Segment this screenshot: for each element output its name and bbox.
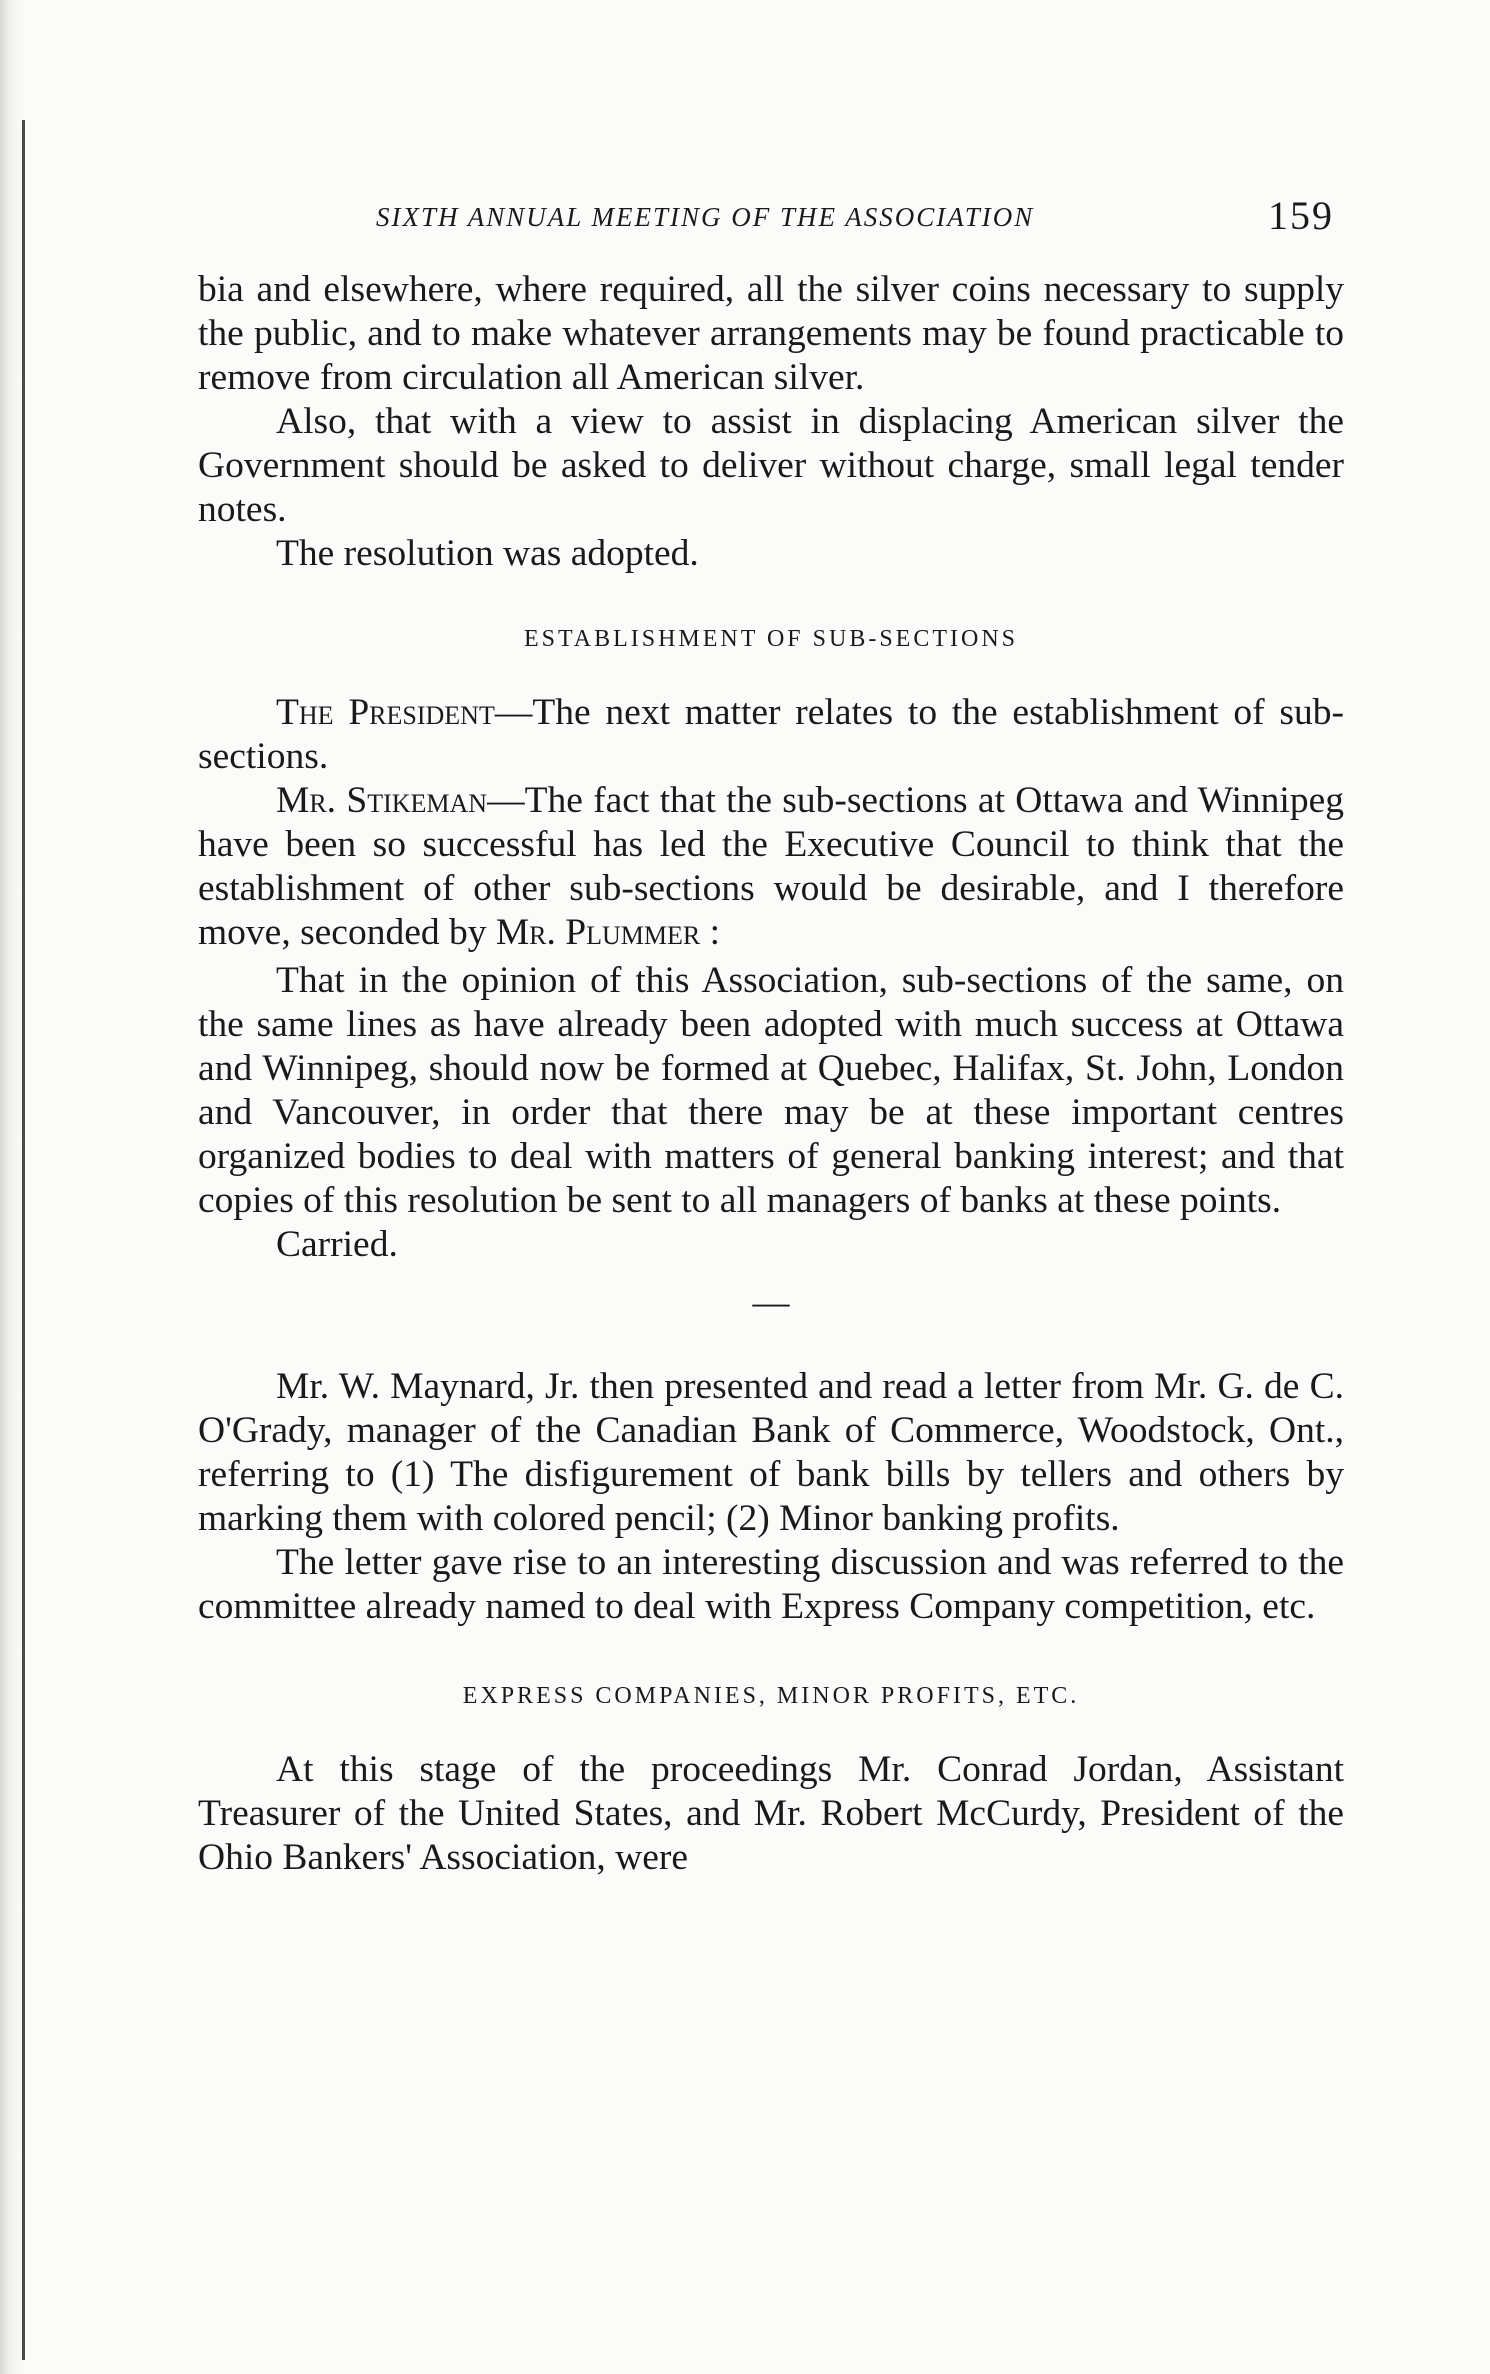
binding-line <box>22 120 25 2360</box>
speaker-stikeman: Mr. Stikeman <box>276 780 488 821</box>
stikeman-remark: —The fact that the sub-sections at Ottawa and Winnipeg have been so successful has led the Executive Council to think that the establishment of other sub-sections would be desirable, and I therefore move, seconded by <box>198 780 1344 953</box>
paragraph-carried: Carried. <box>276 1224 398 1265</box>
paragraph-legal-tender: Also, that with a view to assist in displacing American silver the Government should be asked to deliver without charge, small legal tender notes. <box>198 401 1344 530</box>
paragraph-president <box>198 691 1344 779</box>
paragraph-maynard-letter: Mr. W. Maynard, Jr. then presented and read a letter from Mr. G. de C. O'Grady, manager of the Canadian Bank of Commerce, Woodstock, Ont., referring to (1) The disfigurement of bank bills by tellers and others by marking them with colored pencil; (2) Minor banking profits. <box>198 1366 1344 1539</box>
stikeman-remark-end: : <box>700 912 721 953</box>
book-page <box>198 190 1344 1880</box>
paragraph-stikeman <box>198 779 1344 955</box>
page-number: 159 <box>1268 193 1334 238</box>
binding-edge <box>0 0 34 2374</box>
separator-dash: — <box>752 1282 790 1323</box>
speaker-president: The President <box>276 692 495 733</box>
paragraph-proceedings: At this stage of the proceedings Mr. Conrad Jordan, Assistant Treasurer of the United States, and Mr. Robert McCurdy, President of the Ohio Bankers' Association, were <box>198 1749 1344 1878</box>
paragraph-silver-coins: bia and elsewhere, where required, all the silver coins necessary to supply the public, and to make whatever arrangements may be found practicable to remove from circulation all American silver. <box>198 269 1344 398</box>
paragraph-letter-discussion: The letter gave rise to an interesting discussion and was referred to the committee already named to deal with Express Company competition, etc. <box>198 1542 1344 1627</box>
running-head <box>198 190 1344 250</box>
section-heading-sub-sections: ESTABLISHMENT OF SUB-SECTIONS <box>523 626 1018 652</box>
running-title: SIXTH ANNUAL MEETING OF THE ASSOCIATION <box>376 202 1035 232</box>
paragraph-resolution-adopted: The resolution was adopted. <box>276 533 699 574</box>
paragraph-motion-text: That in the opinion of this Association, sub-sections of the same, on the same lines as have already been adopted with much success at Ottawa and Winnipeg, should now be formed at Quebec, Halifax, St. John, London and Vancouver, in order that there may be at these important centres organized bodies to deal with matters of general banking interest; and that copies of this resolution be sent to all managers of banks at these points. <box>198 960 1344 1221</box>
president-remark: —The next matter relates to the establishment of sub-sections. <box>198 692 1344 777</box>
section-heading-express-companies: EXPRESS COMPANIES, MINOR PROFITS, ETC. <box>462 1683 1080 1709</box>
seconder-plummer: Mr. Plummer <box>495 912 701 953</box>
